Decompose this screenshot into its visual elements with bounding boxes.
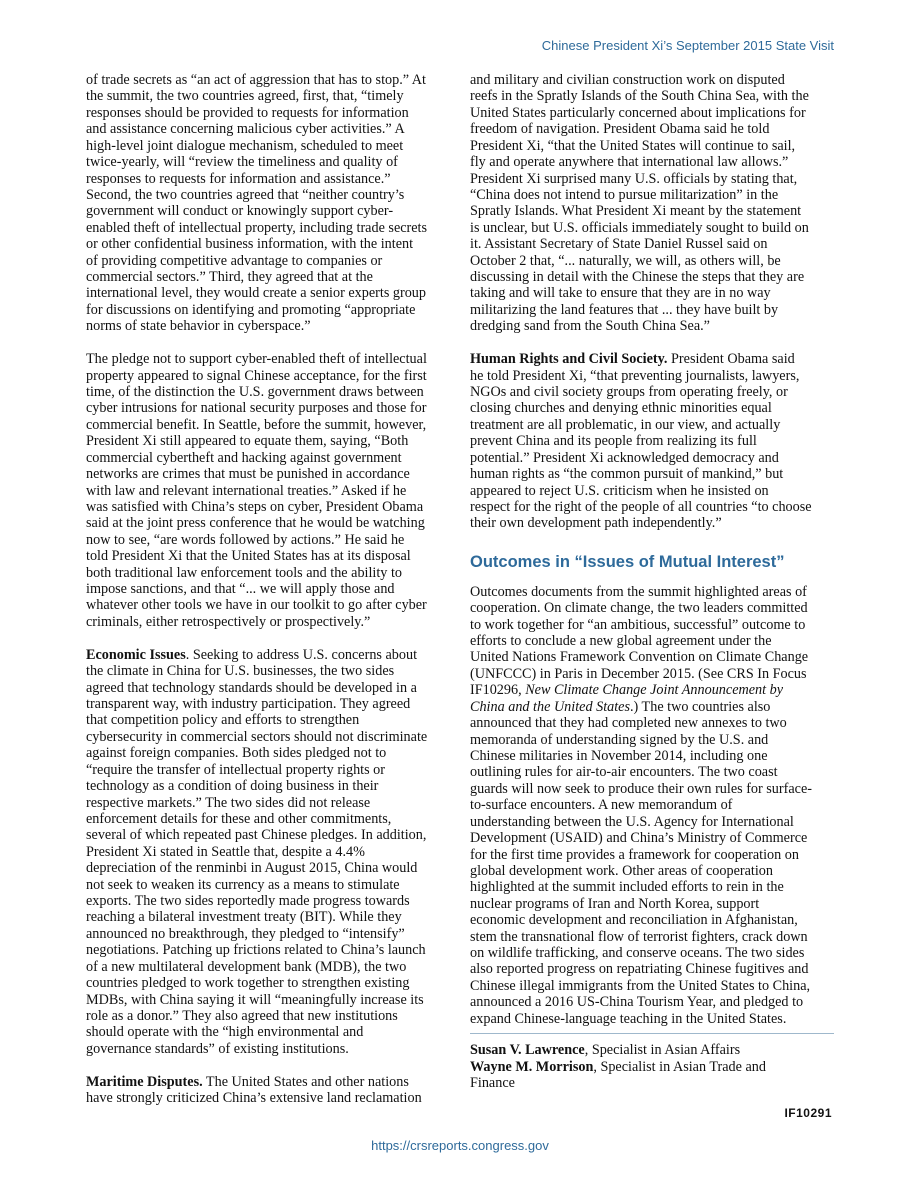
text-line: impose sanctions, and that “... we will apply those and — [86, 581, 395, 598]
text-line: stem the transnational flow of terrorist fighters, crack down — [470, 928, 808, 945]
text-line: guards will now seek to produce their own rules for surface- — [470, 780, 812, 797]
text-run: President Obama said — [667, 351, 795, 368]
text-line: nuclear programs of Iran and North Korea, support — [470, 895, 760, 912]
text-line: Outcomes documents from the summit highlighted areas of — [470, 583, 807, 600]
text-line: treatment are all problematic, in our view, and actually — [470, 416, 781, 433]
text-line: of trade secrets as “an act of aggression that has to stop.” At — [86, 72, 426, 88]
text-line: negotiations. Patching up frictions related to China’s launch — [86, 942, 426, 959]
text-run: .) The two countries also — [630, 698, 771, 715]
text-line: to work together for “an ambitious, successful” outcome to — [470, 616, 806, 633]
text-line: President Xi still appeared to equate them, saying, “Both — [86, 433, 409, 450]
text-line: should operate with the “high environmental and — [86, 1024, 364, 1041]
text-line: announced that they had completed new annexes to two — [470, 715, 787, 732]
text-line: prevent China and its people from realizing its full — [470, 433, 757, 450]
text-line: also reported progress on repatriating Chinese fugitives and — [470, 961, 809, 978]
text-line: announced a 2016 US-China Tourism Year, and pledged to — [470, 994, 804, 1011]
text-line: have strongly criticized China’s extensive land reclamation — [86, 1090, 422, 1107]
text-line: enforcement details for these and other commitments, — [86, 810, 392, 827]
paragraph — [86, 351, 450, 630]
text-line — [470, 351, 834, 367]
paragraph-economic-issues — [86, 647, 450, 1058]
text-line: dredging sand from the South China Sea.” — [470, 318, 710, 335]
text-line: Chinese militaries in November 2014, including one — [470, 748, 768, 764]
heading-human-rights: Human Rights and Civil Society. — [470, 351, 668, 368]
text-run: IF10296, — [470, 682, 526, 699]
author-title: , Specialist in Asian Affairs — [584, 1042, 741, 1059]
text-line: exports. The two sides reportedly made progress towards — [86, 893, 410, 910]
text-line: cooperation. On climate change, the two leaders committed — [470, 600, 808, 617]
heading-maritime-disputes: Maritime Disputes. — [86, 1073, 203, 1090]
running-header: Chinese President Xi’s September 2015 State Visit — [541, 38, 834, 53]
text-line: for the first time provides a framework for cooperation on — [470, 846, 799, 863]
text-line: closing churches and denying ethnic minorities equal — [470, 400, 772, 417]
text-line: freedom of navigation. President Obama said he told — [470, 121, 770, 138]
text-line: potential.” President Xi acknowledged democracy and — [470, 449, 779, 466]
text-line: United States particularly concerned about implications for — [470, 104, 806, 121]
text-line: role as a donor.” They also agreed that new institutions — [86, 1007, 398, 1024]
text-line: that competition policy and efforts to strengthen — [86, 712, 360, 729]
text-line: technology as a condition of doing business in their — [86, 778, 379, 795]
text-line: appeared to reject U.S. criticism when he insisted on — [470, 482, 769, 499]
text-line: commercial sectors.” Third, they agreed that at the — [86, 269, 373, 286]
text-line: is unclear, but U.S. officials immediately sought to build on — [470, 219, 809, 236]
paragraph-outcomes — [470, 584, 834, 1027]
author-divider — [470, 1033, 834, 1034]
text-line: human rights as “the common pursuit of mankind,” but — [470, 466, 784, 483]
text-line: several of which repeated past Chinese pledges. In addition, — [86, 827, 427, 844]
crs-reference-title: New Climate Change Joint Announcement by — [525, 682, 784, 699]
text-line: memoranda of understanding signed by the U.S. and — [470, 731, 769, 748]
text-line: government will conduct or knowingly support cyber- — [86, 203, 394, 220]
text-line: it. Assistant Secretary of State Daniel Russel said on — [470, 236, 768, 253]
text-line: with law and relevant international treaties.” Asked if he — [86, 482, 407, 499]
text-line: both traditional law enforcement tools and the ability to — [86, 564, 402, 581]
text-line — [470, 699, 834, 715]
text-line: for discussions on identifying and promoting “appropriate — [86, 301, 416, 318]
text-line: their own development path independently.” — [470, 515, 722, 532]
text-line: President Xi surprised many U.S. officials by stating that, — [470, 170, 798, 187]
text-line: depreciation of the renminbi in August 2015, China would — [86, 860, 418, 877]
text-line: twice-yearly, will “review the timeliness and quality of — [86, 154, 398, 171]
text-line: efforts to conclude a new global agreement under the — [470, 633, 772, 650]
paragraph — [86, 72, 450, 335]
text-line: understanding between the U.S. Agency for International — [470, 813, 794, 830]
text-line: Chinese illegal immigrants from the United States to China, — [470, 977, 811, 994]
text-line — [470, 682, 834, 698]
text-line: commercial benefit. In Seattle, before the summit, however, — [86, 416, 427, 433]
text-line: NGOs and civil society groups from operating freely, or — [470, 383, 788, 400]
text-line: he told President Xi, “that preventing journalists, lawyers, — [470, 367, 800, 384]
text-line: economic development and reconciliation in Afghanistan, — [470, 912, 798, 929]
text-line: MDBs, with China saying it will “meaningfully increase its — [86, 991, 424, 1008]
text-line: or other confidential business information, with the intent — [86, 236, 414, 253]
text-line: international level, they would create a senior experts group — [86, 285, 426, 302]
text-line: governance standards” of existing institutions. — [86, 1040, 349, 1057]
footer-url-link[interactable]: https://crsreports.congress.gov — [371, 1138, 549, 1153]
text-line: commercial cybertheft and hacking against government — [86, 449, 402, 466]
text-line: “require the transfer of intellectual property rights or — [86, 761, 385, 778]
left-column — [86, 72, 450, 1106]
text-line: responses to requests for information and assistance.” — [86, 170, 391, 187]
text-line: October 2 that, “... naturally, we will, as others will, be — [470, 252, 781, 269]
text-line: norms of state behavior in cyberspace.” — [86, 318, 311, 335]
text-line: responses should be provided to requests for information — [86, 104, 409, 121]
text-line: expand Chinese-language teaching in the United States. — [470, 1010, 787, 1027]
text-line: United Nations Framework Convention on Climate Change — [470, 649, 809, 666]
right-column — [470, 72, 834, 1091]
text-line — [86, 647, 450, 663]
text-line: and military and civilian construction work on disputed — [470, 72, 785, 88]
text-line: on wildlife trafficking, and conserve oceans. The two sides — [470, 945, 805, 962]
text-line: agreed that technology standards should be developed in a — [86, 679, 417, 696]
text-line: networks are crimes that must be punished in accordance — [86, 466, 410, 483]
text-line: now to see, “are words followed by actions.” He said he — [86, 531, 405, 548]
text-line: announced no breakthrough, they pledged to “intensify” — [86, 925, 405, 942]
text-line: fly and operate anywhere that international law allows.” — [470, 154, 789, 171]
text-line: Spratly Islands. What President Xi meant by the statement — [470, 203, 802, 220]
text-line: of a new multilateral development bank (MDB), the two — [86, 958, 407, 975]
text-line: to-surface encounters. A new memorandum of — [470, 797, 733, 814]
text-line: criminals, either retrospectively or prospectively.” — [86, 613, 371, 630]
section-heading-outcomes: Outcomes in “Issues of Mutual Interest” — [470, 552, 785, 571]
text-line: the climate in China for U.S. businesses, the two sides — [86, 663, 395, 680]
author-line — [470, 1042, 834, 1058]
text-line: respect for the right of the people of all countries “to choose — [470, 498, 812, 515]
crs-reference-title: China and the United States — [470, 698, 630, 715]
author-name: Susan V. Lawrence — [470, 1042, 585, 1059]
text-line: Second, the two countries agreed that “neither country’s — [86, 186, 405, 203]
text-line — [86, 1074, 450, 1090]
text-line: reefs in the Spratly Islands of the South China Sea, with the — [470, 88, 809, 105]
author-block — [470, 1042, 834, 1091]
text-line: discussing in detail with the Chinese the steps that they are — [470, 269, 805, 286]
author-title-continued: Finance — [470, 1075, 515, 1092]
text-run: The United States and other nations — [202, 1073, 409, 1090]
paragraph — [470, 72, 834, 335]
text-line: “China does not intend to pursue militarization” in the — [470, 186, 779, 203]
text-line: militarizing the land features that ... they have built by — [470, 301, 779, 318]
text-line: high-level joint dialogue mechanism, scheduled to meet — [86, 137, 404, 154]
text-line: against foreign companies. Both sides pledged not to — [86, 745, 387, 762]
text-line: said at the joint press conference that he would be watching — [86, 515, 425, 532]
text-line: enabled theft of intellectual property, including trade secrets — [86, 219, 428, 236]
heading-economic-issues: Economic Issues — [86, 646, 186, 663]
text-line: countries pledged to work together to strengthen existing — [86, 975, 410, 992]
text-line: cyber intrusions for national security purposes and those for — [86, 400, 427, 417]
text-line: global development work. Other areas of cooperation — [470, 862, 773, 879]
text-line: The pledge not to support cyber-enabled theft of intellectual — [86, 351, 427, 368]
text-line: of providing competitive advantage to companies or — [86, 252, 383, 269]
text-line: not seek to weaken its currency as a means to stimulate — [86, 876, 400, 893]
text-run: . Seeking to address U.S. concerns about — [185, 646, 418, 663]
text-line: the summit, the two countries agreed, first, that, “timely — [86, 88, 404, 105]
text-line: outlining rules for air-to-air encounters. The two coast — [470, 764, 778, 781]
author-title: , Specialist in Asian Trade and — [593, 1058, 766, 1075]
text-line: (UNFCCC) in Paris in December 2015. (See CRS In Focus — [470, 665, 807, 682]
text-line: transparent way, with industry participation. They agreed — [86, 695, 411, 712]
text-line: President Xi stated in Seattle that, despite a 4.4% — [86, 843, 365, 860]
text-line: told President Xi that the United States has at its disposal — [86, 548, 411, 565]
text-line: cybersecurity in commercial sectors should not discriminate — [86, 728, 428, 745]
document-id: IF10291 — [784, 1106, 832, 1120]
text-line: time, of the distinction the U.S. government draws between — [86, 383, 424, 400]
text-line: and assistance concerning malicious cyber activities.” A — [86, 121, 405, 138]
text-line: Development (USAID) and China’s Ministry of Commerce — [470, 830, 808, 847]
text-line: taking and will take to ensure that they are in no way — [470, 285, 771, 302]
text-line: respective markets.” The two sides did not release — [86, 794, 371, 811]
text-line: highlighted at the summit included efforts to rein in the — [470, 879, 784, 896]
paragraph-maritime-disputes — [86, 1074, 450, 1107]
author-name: Wayne M. Morrison — [470, 1058, 594, 1075]
text-line: whatever other tools we have in our toolkit to go after cyber — [86, 597, 427, 614]
author-line — [470, 1059, 834, 1075]
text-line: property appeared to signal Chinese acceptance, for the first — [86, 367, 427, 384]
text-line: President Xi, “that the United States will continue to sail, — [470, 137, 796, 154]
text-line: reaching a bilateral investment treaty (BIT). While they — [86, 909, 402, 926]
paragraph-human-rights — [470, 351, 834, 532]
text-line: was satisfied with China’s steps on cyber, President Obama — [86, 498, 424, 515]
